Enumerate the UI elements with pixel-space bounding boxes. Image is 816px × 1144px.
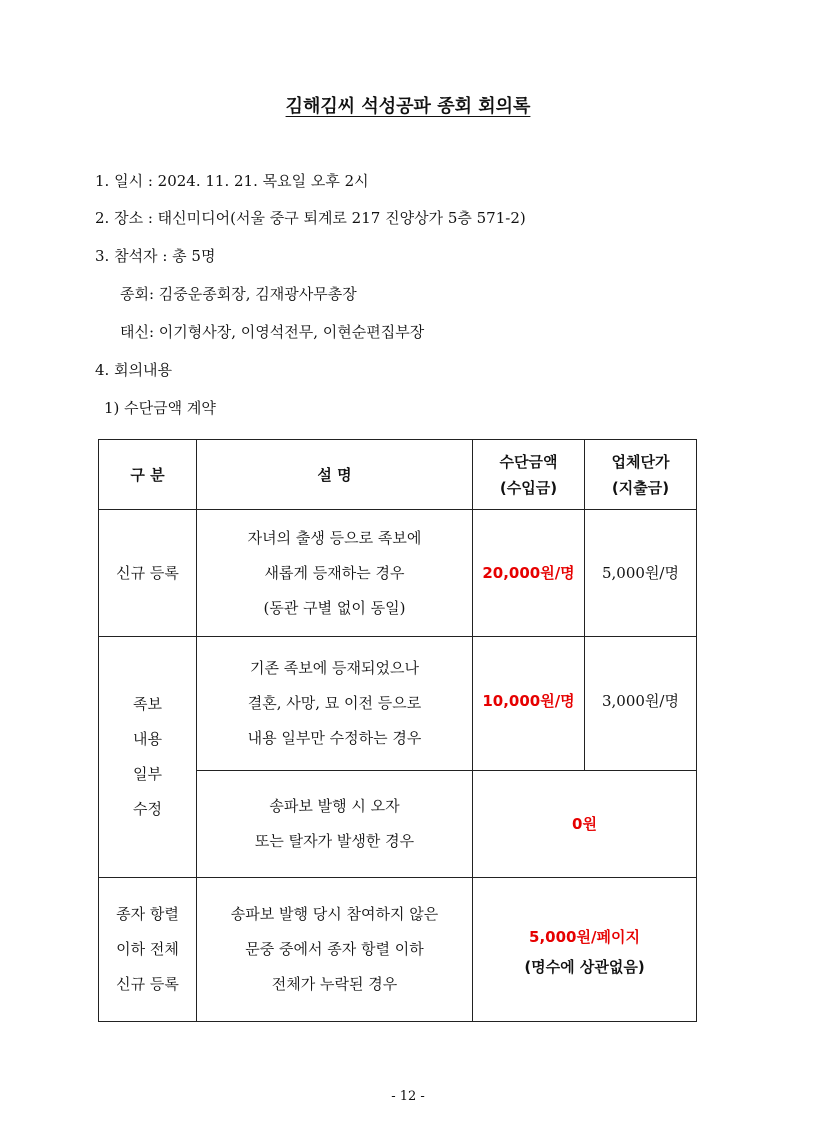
- agenda-subheading: 1) 수단금액 계약: [104, 399, 216, 417]
- row-fee: 20,000원/명: [473, 510, 585, 637]
- meeting-date: 1. 일시 : 2024. 11. 21. 목요일 오후 2시: [95, 172, 369, 190]
- document-title: 김해김씨 석성공파 종회 회의록: [285, 96, 531, 117]
- header-unit-price: 업체단가 (지출금): [585, 440, 697, 510]
- fee-table: [98, 439, 697, 1022]
- header-description: 설 명: [197, 440, 473, 510]
- attendees-clan: 종회: 김중운종회장, 김재광사무총장: [120, 285, 357, 303]
- row-category: 신규 등록: [99, 510, 197, 637]
- row-description: 송파보 발행 당시 참여하지 않은 문중 중에서 종자 항렬 이하 전체가 누락된 경우: [197, 878, 473, 1022]
- page-number: - 12 -: [391, 1089, 425, 1104]
- row-category: 족보 내용 일부 수정: [99, 637, 197, 878]
- row-fee: 0원: [473, 771, 697, 878]
- meeting-place: 2. 장소 : 태신미디어(서울 중구 퇴계로 217 진양상가 5층 571-2): [95, 209, 526, 227]
- agenda-heading: 4. 회의내용: [95, 361, 173, 379]
- table-header-row: [99, 440, 697, 510]
- row-fee: 5,000원/페이지 (명수에 상관없음): [473, 878, 697, 1022]
- row-description: 기존 족보에 등재되었으나 결혼, 사망, 묘 이전 등으로 내용 일부만 수정하는 경우: [197, 637, 473, 771]
- table-row: [99, 637, 697, 771]
- attendees-count: 3. 참석자 : 총 5명: [95, 247, 216, 265]
- row-unit-price: 5,000원/명: [585, 510, 697, 637]
- attendees-taesin: 태신: 이기형사장, 이영석전무, 이현순편집부장: [120, 323, 425, 341]
- row-unit-price: 3,000원/명: [585, 637, 697, 771]
- header-fee: 수단금액 (수입금): [473, 440, 585, 510]
- row-category: 종자 항렬 이하 전체 신규 등록: [99, 878, 197, 1022]
- table-row: [99, 510, 697, 637]
- table-row: [99, 878, 697, 1022]
- row-fee: 10,000원/명: [473, 637, 585, 771]
- header-category: 구 분: [99, 440, 197, 510]
- row-description: 자녀의 출생 등으로 족보에 새롭게 등재하는 경우 (동관 구별 없이 동일): [197, 510, 473, 637]
- row-description: 송파보 발행 시 오자 또는 탈자가 발생한 경우: [197, 771, 473, 878]
